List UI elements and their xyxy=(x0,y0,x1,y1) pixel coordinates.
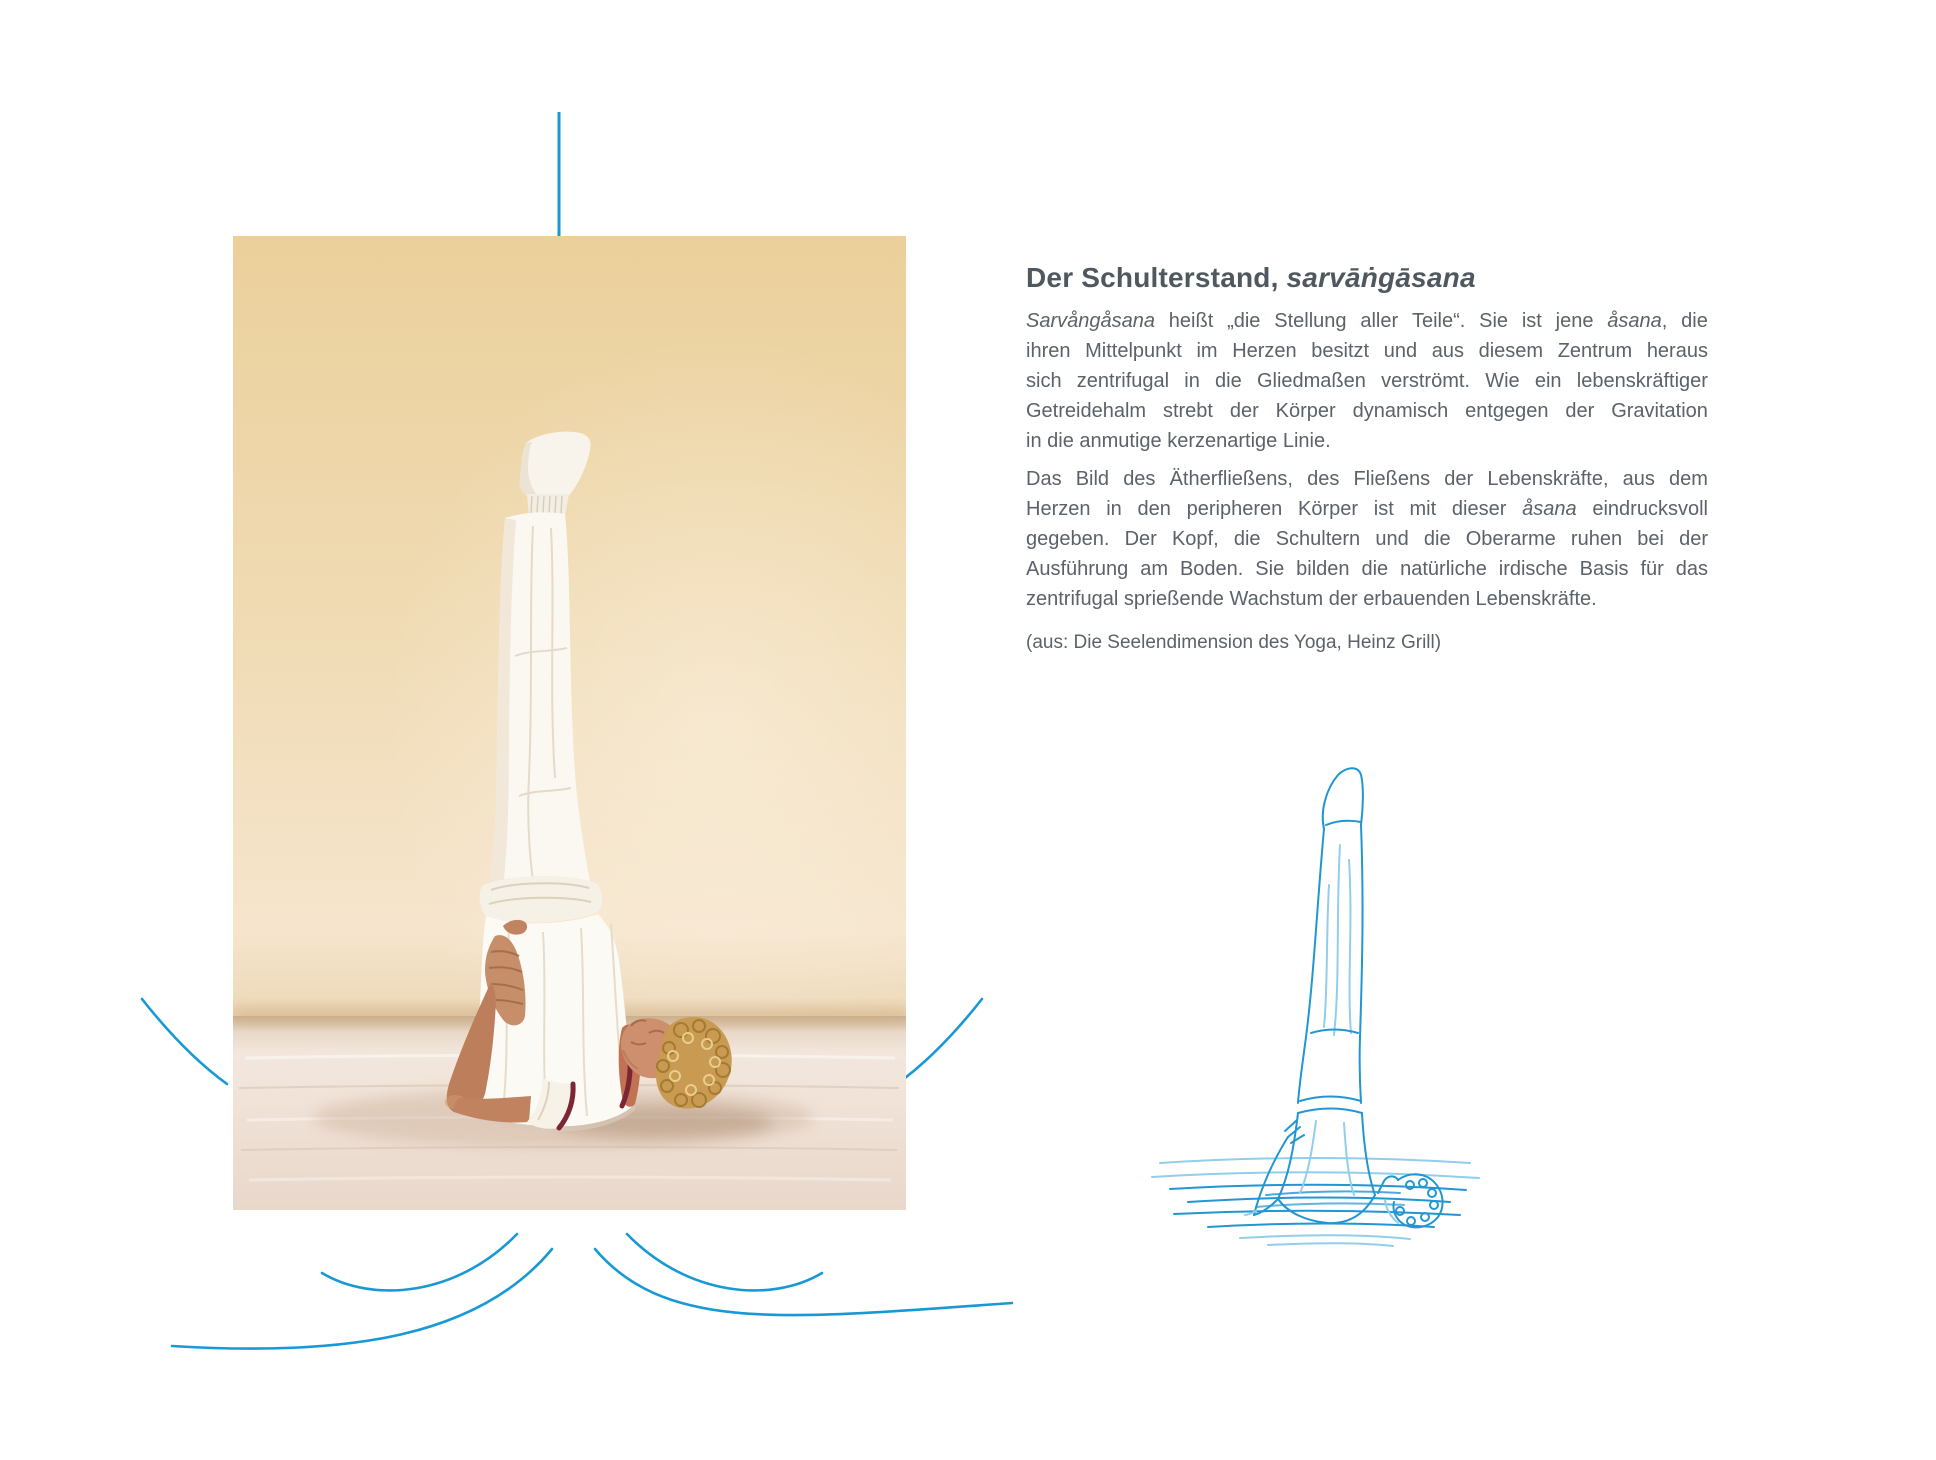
page-title xyxy=(1026,262,1708,294)
body-paragraphs xyxy=(1026,306,1708,614)
text-line: gegeben. Der Kopf, die Schultern und die Oberarme ruhen bei der xyxy=(1026,528,1708,550)
sketch-ground-hatching xyxy=(1152,1158,1479,1246)
text-line: zentrifugal sprießende Wachstum der erbauenden Lebenskräfte. xyxy=(1026,588,1597,610)
text-line: Das Bild des Ätherfließens, des Fließens der Lebenskräfte, aus dem xyxy=(1026,468,1708,490)
ripple-outer-right xyxy=(595,1249,1012,1315)
text-line: Getreidehalm strebt der Körper dynamisch entgegen der Gravitation xyxy=(1026,400,1708,422)
ripple-inner-left xyxy=(322,1234,517,1290)
text-line: sich zentrifugal in die Gliedmaßen verströmt. Wie ein lebenskräftiger xyxy=(1026,370,1708,392)
title-prefix: Der Schulterstand, xyxy=(1026,262,1287,293)
paragraph xyxy=(1026,464,1708,614)
left-side-arc xyxy=(142,999,227,1084)
shoulderstand-photo xyxy=(233,236,906,1210)
shoulderstand-sketch xyxy=(1148,765,1483,1250)
text-line: Ausführung am Boden. Sie bilden die natürliche irdische Basis für das xyxy=(1026,558,1708,580)
text-line: ihren Mittelpunkt im Herzen besitzt und aus diesem Zentrum heraus xyxy=(1026,340,1708,362)
source-attribution: (aus: Die Seelendimension des Yoga, Heinz Grill) xyxy=(1026,632,1442,653)
text-line: Sarvångåsana heißt „die Stellung aller Teile“. Sie ist jene åsana, die xyxy=(1026,310,1708,332)
title-sanskrit-term: sarvāṅgāsana xyxy=(1286,262,1476,293)
ripple-outer-left xyxy=(172,1249,552,1349)
text-line: Herzen in den peripheren Körper ist mit dieser åsana eindrucksvoll xyxy=(1026,498,1708,520)
article-text xyxy=(1026,262,1708,656)
paragraph xyxy=(1026,306,1708,456)
right-side-arc xyxy=(897,999,982,1084)
text-line: in die anmutige kerzenartige Linie. xyxy=(1026,430,1331,452)
ripple-inner-right xyxy=(627,1234,822,1290)
